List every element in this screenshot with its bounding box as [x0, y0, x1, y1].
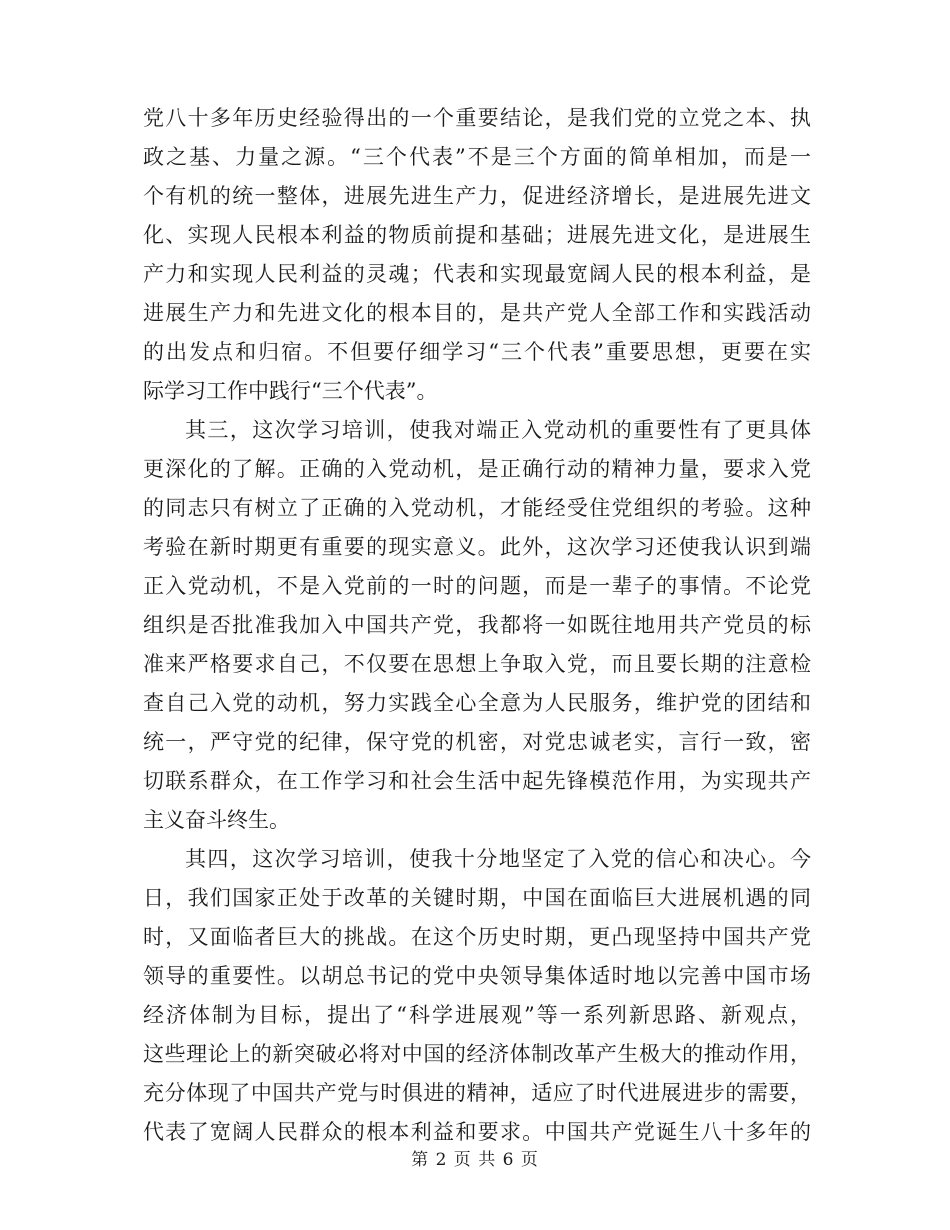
text-line: 充分体现了中国共产党与时俱进的精神，适应了时代进展进步的需要，: [143, 1081, 811, 1105]
text-line: 其四，这次学习培训，使我十分地坚定了入党的信心和决心。今: [185, 847, 811, 871]
text-line: 切联系群众，在工作学习和社会生活中起先锋模范作用，为实现共产: [143, 769, 811, 793]
text-line: 代表了宽阔人民群众的根本利益和要求。中国共产党诞生八十多年的: [143, 1120, 811, 1144]
text-line: 的出发点和归宿。不但要仔细学习“三个代表”重要思想，更要在实: [143, 340, 811, 364]
text-line: 党八十多年历史经验得出的一个重要结论，是我们党的立党之本、执: [143, 106, 811, 130]
text-line: 际学习工作中践行“三个代表”。: [143, 379, 438, 403]
text-line: 准来严格要求自己，不仅要在思想上争取入党，而且要长期的注意检: [143, 652, 811, 676]
document-body: [143, 99, 811, 1152]
text-line: 考验在新时期更有重要的现实意义。此外，这次学习还使我认识到端: [143, 535, 811, 559]
text-line: 化、实现人民根本利益的物质前提和基础；进展先进文化，是进展生: [143, 223, 811, 247]
text-line: 其三，这次学习培训，使我对端正入党动机的重要性有了更具体: [185, 418, 811, 442]
text-line: 更深化的了解。正确的入党动机，是正确行动的精神力量，要求入党: [143, 457, 811, 481]
text-line: 组织是否批准我加入中国共产党，我都将一如既往地用共产党员的标: [143, 613, 811, 637]
text-line: 政之基、力量之源。“三个代表”不是三个方面的简单相加，而是一: [143, 145, 811, 169]
text-line: 进展生产力和先进文化的根本目的，是共产党人全部工作和实践活动: [143, 301, 811, 325]
text-line: 正入党动机，不是入党前的一时的问题，而是一辈子的事情。不论党: [143, 574, 811, 598]
text-line: 查自己入党的动机，努力实践全心全意为人民服务，维护党的团结和: [143, 691, 811, 715]
page-number-footer: 第 2 页 共 6 页: [411, 1150, 539, 1170]
text-line: 经济体制为目标，提出了“科学进展观”等一系列新思路、新观点，: [143, 1003, 811, 1027]
text-line: 领导的重要性。以胡总书记的党中央领导集体适时地以完善中国市场: [143, 964, 811, 988]
text-line: 主义奋斗终生。: [143, 808, 290, 832]
text-line: 统一，严守党的纪律，保守党的机密，对党忠诚老实，言行一致，密: [143, 730, 811, 754]
text-line: 这些理论上的新突破必将对中国的经济体制改革产生极大的推动作用，: [143, 1042, 811, 1066]
text-line: 时，又面临者巨大的挑战。在这个历史时期，更凸现坚持中国共产党: [143, 925, 811, 949]
text-line: 的同志只有树立了正确的入党动机，才能经受住党组织的考验。这种: [143, 496, 811, 520]
text-line: 个有机的统一整体，进展先进生产力，促进经济增长，是进展先进文: [143, 184, 811, 208]
text-line: 产力和实现人民利益的灵魂；代表和实现最宽阔人民的根本利益，是: [143, 262, 811, 286]
text-line: 日，我们国家正处于改革的关键时期，中国在面临巨大进展机遇的同: [143, 886, 811, 910]
